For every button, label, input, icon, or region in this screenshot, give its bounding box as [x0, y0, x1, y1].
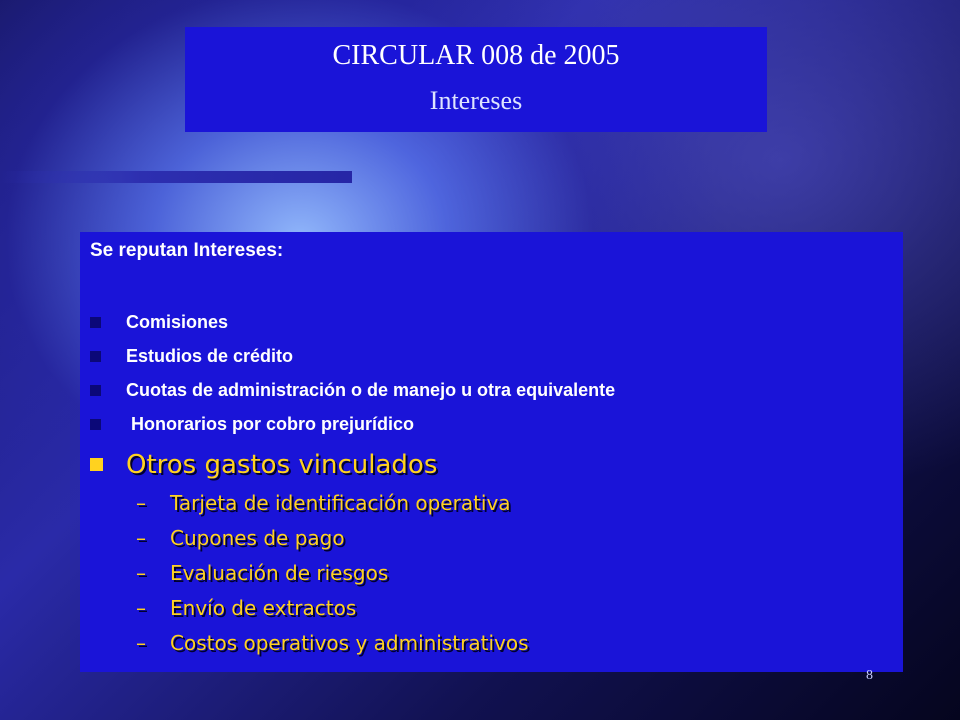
list-item — [80, 410, 903, 444]
sub-list-item-text: Tarjeta de identificación operativa — [170, 491, 511, 515]
sub-list-item — [80, 558, 903, 593]
square-bullet-icon — [90, 351, 101, 362]
content-box — [80, 232, 903, 672]
page-number: 8 — [866, 668, 873, 683]
sub-list-item — [80, 488, 903, 523]
sub-list-item-text: Cupones de pago — [170, 526, 345, 550]
sub-list-item-text: Costos operativos y administrativos — [170, 631, 529, 655]
square-bullet-icon — [90, 419, 101, 430]
sub-list-item-text: Evaluación de riesgos — [170, 561, 389, 585]
list-item-text: Estudios de crédito — [126, 346, 294, 366]
list-item-text: Comisiones — [126, 312, 229, 332]
dash-bullet-icon: – — [136, 561, 146, 585]
list-item — [80, 342, 903, 376]
dash-bullet-icon: – — [136, 596, 146, 620]
slide-title: CIRCULAR 008 de 2005 — [332, 40, 620, 71]
sub-list-item — [80, 593, 903, 628]
dash-bullet-icon: – — [136, 526, 146, 550]
sub-list-item — [80, 628, 903, 663]
highlight-item — [80, 446, 903, 488]
decorative-rule — [0, 171, 352, 183]
list-item-text: Honorarios por cobro prejurídico — [126, 414, 415, 434]
sub-list-item-text: Envío de extractos — [170, 596, 357, 620]
lead-text: Se reputan Intereses: — [90, 240, 284, 261]
square-bullet-icon — [90, 385, 101, 396]
dash-bullet-icon: – — [136, 631, 146, 655]
square-bullet-icon — [90, 317, 101, 328]
slide-subtitle: Intereses — [429, 86, 523, 115]
bullet-list — [80, 308, 903, 663]
title-box — [185, 27, 767, 132]
dash-bullet-icon: – — [136, 491, 146, 515]
square-bullet-icon — [90, 458, 103, 471]
highlight-item-text: Otros gastos vinculados — [126, 450, 438, 480]
list-item — [80, 376, 903, 410]
sub-list-item — [80, 523, 903, 558]
list-item-text: Cuotas de administración o de manejo u otra equivalente — [126, 380, 616, 400]
list-item — [80, 308, 903, 342]
